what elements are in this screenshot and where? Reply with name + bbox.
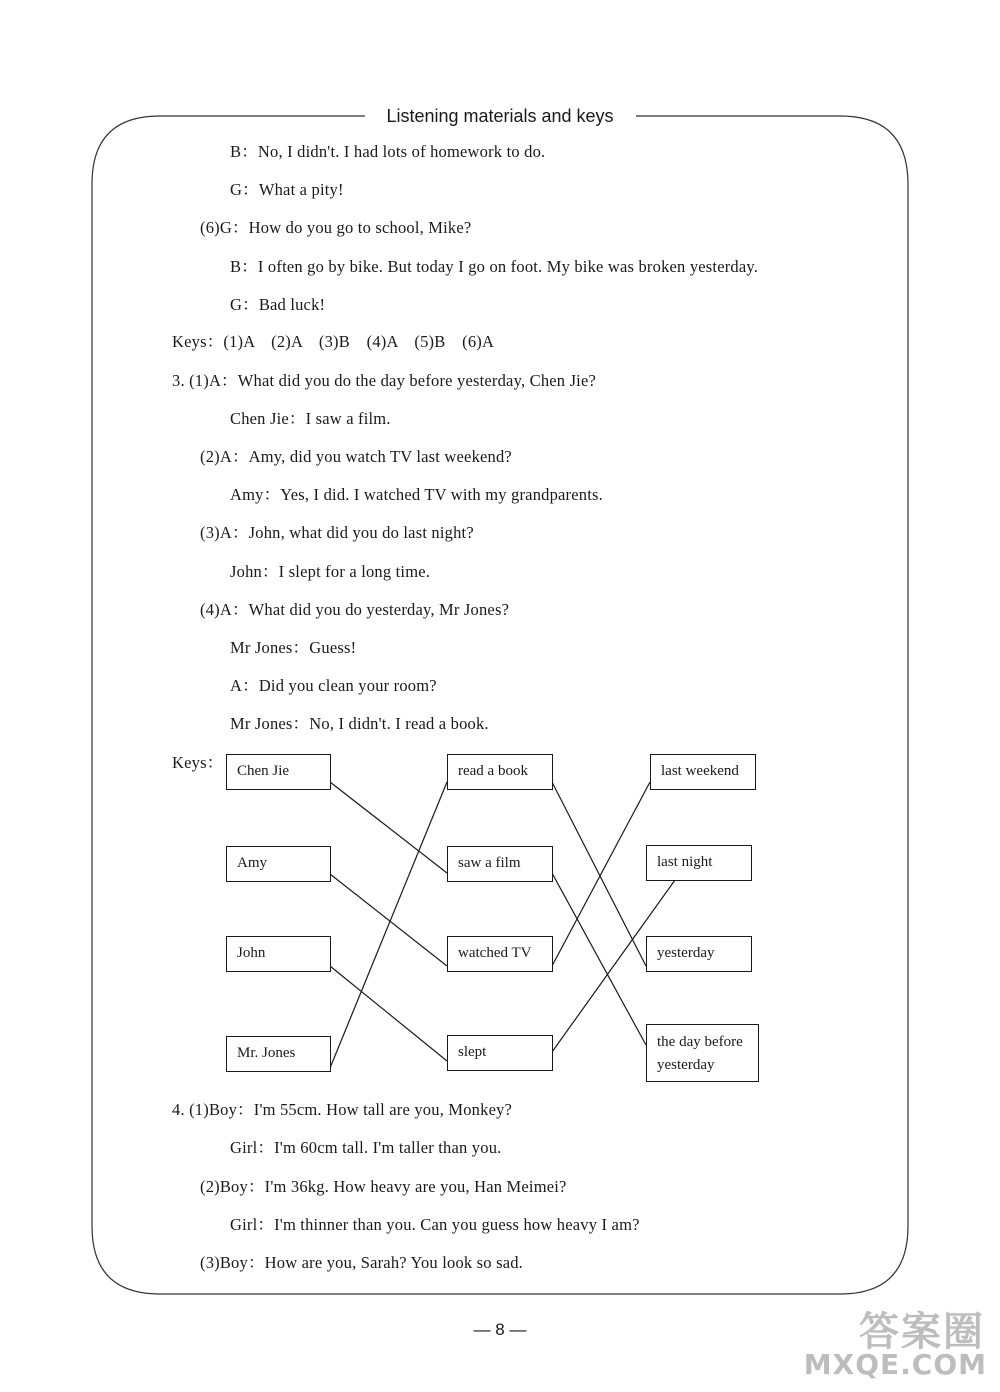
box-activity: saw a film [447, 846, 553, 882]
box-person: John [226, 936, 331, 972]
text-line: (2)A：Amy, did you watch TV last weekend? [200, 447, 512, 466]
box-activity: watched TV [447, 936, 553, 972]
box-activity: slept [447, 1035, 553, 1071]
keys-line: Keys：(1)A (2)A (3)B (4)A (5)B (6)A [172, 332, 495, 351]
watermark [795, 1300, 995, 1388]
box-activity: read a book [447, 754, 553, 790]
box-person: Mr. Jones [226, 1036, 331, 1072]
text-line: 4. (1)Boy：I'm 55cm. How tall are you, Monkey? [172, 1100, 513, 1119]
text-line: (6)G：How do you go to school, Mike? [200, 218, 472, 237]
text-line: Girl：I'm 60cm tall. I'm taller than you. [230, 1138, 502, 1157]
text-line: A：Did you clean your room? [230, 676, 437, 695]
text-line: B：No, I didn't. I had lots of homework to do. [230, 142, 546, 161]
line-sawfilm-daybefore [552, 873, 646, 1045]
box-person: Chen Jie [226, 754, 331, 790]
line-chenjie-sawfilm [330, 782, 447, 873]
text-line: G：Bad luck! [230, 295, 326, 314]
keys-label: Keys： [172, 753, 224, 772]
matching-lines [330, 782, 675, 1068]
box-time: yesterday [646, 936, 752, 972]
watermark-url: MXQE.COM [803, 1348, 987, 1381]
line-mrjones-readbook [330, 782, 447, 1068]
text-line: 3. (1)A：What did you do the day before yesterday, Chen Jie? [172, 371, 597, 390]
page-number: — 8 — [473, 1320, 527, 1339]
line-amy-watchedtv [330, 874, 447, 966]
text-line: Mr Jones：No, I didn't. I read a book. [230, 714, 489, 733]
box-time-two-line [646, 1024, 759, 1082]
text-line: Chen Jie：I saw a film. [230, 409, 391, 428]
text-line: Mr Jones：Guess! [230, 638, 357, 657]
text-line: G：What a pity! [230, 180, 344, 199]
text-line: Amy：Yes, I did. I watched TV with my grandparents. [230, 485, 603, 504]
text-line: (3)A：John, what did you do last night? [200, 523, 474, 542]
line-john-slept [330, 966, 447, 1061]
box-time-line: yesterday [657, 1057, 715, 1073]
text-line: (4)A：What did you do yesterday, Mr Jones? [200, 600, 510, 619]
text-line: John：I slept for a long time. [230, 562, 431, 581]
text-line: Girl：I'm thinner than you. Can you guess how heavy I am? [230, 1215, 640, 1234]
watermark-logo: 答案圈 [859, 1309, 985, 1355]
page-header-title: Listening materials and keys [368, 104, 632, 128]
box-person: Amy [226, 846, 331, 882]
box-time-line: the day before [657, 1034, 743, 1050]
text-line: (3)Boy：How are you, Sarah? You look so sad. [200, 1253, 523, 1272]
text-line: B：I often go by bike. But today I go on foot. My bike was broken yesterday. [230, 257, 759, 276]
box-time: last weekend [650, 754, 756, 790]
text-line: (2)Boy：I'm 36kg. How heavy are you, Han Meimei? [200, 1177, 567, 1196]
box-time: last night [646, 845, 752, 881]
